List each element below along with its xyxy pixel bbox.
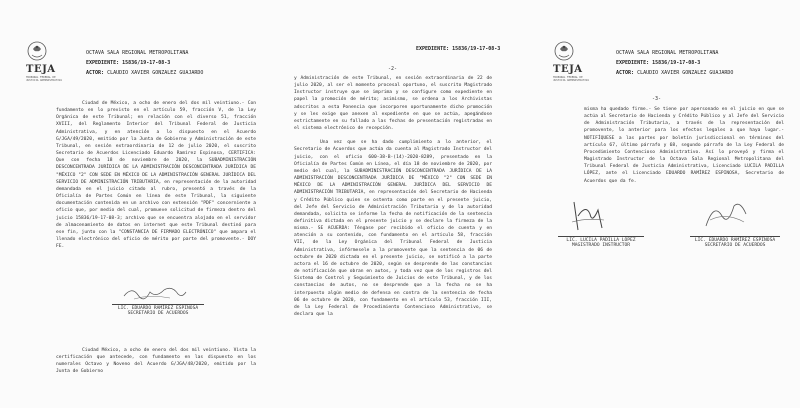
actor-name: CLAUDIO XAVIER GONZALEZ GUAJARDO [107, 70, 204, 76]
expediente-line [616, 60, 700, 66]
document-page-3 [532, 0, 800, 408]
tfja-logo-subtitle: TRIBUNAL FEDERAL DE JUSTICIA ADMINISTRATIVA [26, 76, 62, 82]
certification-text [56, 100, 256, 250]
handwritten-signature-icon [700, 196, 752, 234]
signer-name: LIC. EDUARDO RAMÍREZ ESPINOSA [117, 306, 199, 311]
document-page-2 [270, 0, 532, 408]
expediente-number: 15836/19-17-08-3 [122, 60, 171, 66]
document-page-1 [0, 0, 270, 408]
secretary-signature-block [100, 306, 216, 317]
signer-role: SECRETARIO DE ACUERDOS [704, 243, 766, 249]
actor-name: CLAUDIO XAVIER GONZALEZ GUAJARDO [637, 70, 734, 76]
actor-label: ACTOR: [616, 70, 635, 76]
signature-line [112, 304, 204, 305]
paragraph: misma ha quedado firme.- Se tiene por apersonado en el juicio en que se actúa al Secretario de Hacienda y Crédito Público y al Jefe del Servicio de Administración Tributaria, a través de la representación del promovente, lo anterior para los efectos legales a que haya lugar.- NOTIFÍQUESE a las partes por boletín jurisdiccional en términos del artículo 67, último párrafo y 68, segundo párrafo de la Ley Federal de Procedimiento Contencioso Administrativo. Así lo proveyó y firma el Magistrado Instructor de la Octava Sala Regional Metropolitana del Tribunal Federal de Justicia Administrativa, Licenciado LUCILA PADILLA LÓPEZ, ante el Licenciado EDUARDO RAMÍREZ ESPINOSA, Secretario de Acuerdos que da fe. [584, 107, 784, 184]
actor-line [86, 70, 203, 76]
paragraph: Una vez que se ha dado cumplimiento a lo anterior, el Secretario de Acuerdos que actúa da cuenta al Magistrado Instructor del juicio, con el oficio 600-38-B-(14)-2020-8289, presentado en la Oficialía de Partes Común en Línea, el día 18 de noviembre de 2020, por medio del cual, la SUBADMINISTRACIÓN DESCONCENTRADA JURÍDICA DE LA ADMINISTRACIÓN DESCONCENTRADA JURÍDICA DE "MÉXICO "2" CON SEDE EN MÉXICO DE LA ADMINISTRACIÓN GENERAL JURÍDICA DEL SERVICIO DE ADMINISTRACIÓN TRIBUTARIA, en representación del Secretario de Hacienda y Crédito Público quien se ostenta como parte en el presente juicio, del Jefe del Servicio de Administración Tributaria y de la autoridad demandada, solicita se informe la fecha de notificación de la sentencia definitiva dictada en el presente juicio y se declare la firmeza de la misma.- SE ACUERDA: Téngase por recibido el oficio de cuenta y en atención a su contenido, con fundamento en el artículo 58, fracción VII, de la Ley Orgánica del Tribunal Federal de Justicia Administrativa, infórmesele a la promovente que la sentencia de 06 de octubre de 2020 dictada en el presente juicio, se notificó a la parte actora el 16 de octubre de 2020, según se desprende de las constancias de notificación que obran en autos, y toda vez que de los registros del Sistema de Control y Seguimiento de Juicios de este Tribunal, y de los constancias de autos, no se desprende que a la fecha no se ha interpuesto algún medio de defensa en contra de la sentencia de fecha 06 de octubre de 2020, con fundamento en el artículo 53, fracción III, de la Ley Federal de Procedimiento Contencioso Administrativo, se declara que la [294, 140, 492, 317]
magistrate-signature-block [548, 238, 654, 249]
signature-line [558, 236, 644, 237]
handwritten-signature-icon [120, 282, 190, 304]
paragraph: y Administración de este Tribunal, en sesión extraordinaria de 22 de julio 2020, al ser el momento procesal oportuno, el suscrito Magistrado Instructor instruye que se imprima y se configure como expediente en papel la promoción de mérito; asimismo, se ordena a los Archivistas adscritos a esta Ponencia que incorporen oportunamente dicho promoción y se les exige que anexen al expediente en que se actúa, apegándose estrictamente en su fallado a las fechas de presentación registradas en el sistema electrónico de recepción. [294, 76, 492, 132]
signer-role: MAGISTRADO INSTRUCTOR [571, 243, 631, 249]
secretary-signature-block [678, 238, 792, 249]
expediente-label: EXPEDIENTE: [616, 60, 650, 66]
tfja-logo: TEJA [553, 64, 583, 75]
page-number: -2- [388, 66, 398, 72]
court-name: OCTAVA SALA REGIONAL METROPOLITANA [86, 50, 189, 56]
expediente-label: EXPEDIENTE: [86, 60, 120, 66]
mexico-coat-of-arms-icon [554, 40, 574, 62]
footer-text [56, 347, 256, 376]
expediente-line [416, 46, 500, 52]
actor-line [616, 70, 733, 76]
tfja-logo-subtitle: TRIBUNAL FEDERAL DE JUSTICIA ADMINISTRATIVA [553, 76, 589, 82]
expediente-label: EXPEDIENTE: [416, 46, 450, 52]
expediente-number: 15836/19-17-08-3 [652, 60, 701, 66]
resolution-text [584, 106, 784, 185]
paragraph: Ciudad México, a ocho de enero del dos mil veintiuno. Vista la certificación que antecede, con fundamento en las dispuesto en los numerales Octavo y Noveno del Acuerdo G/JGA/48/2020, emitido por la Junta de Gobierno [56, 348, 256, 375]
court-name: OCTAVA SALA REGIONAL METROPOLITANA [616, 50, 719, 56]
mexico-coat-of-arms-icon [27, 40, 47, 62]
expediente-line [86, 60, 170, 66]
page-number: -3- [652, 96, 662, 102]
signer-name: LIC. LUCILA PADILLA LÓPEZ [566, 238, 636, 243]
paragraph: Ciudad de México, a ocho de enero del dos mil veintiuno.- Con fundamento en lo previsto en el artículo 59, fracción V, de la Ley Orgánica de este Tribunal; en relación con el diverso 51, fracción XVIII, del Reglamento Interior del Tribunal Federal de Justicia Administrativa, y en atención a lo dispuesto en el Acuerdo G/JGA/49/2020, emitido por la Junta de Gobierno y Administración de este Tribunal, en sesión extraordinaria de 12 de julio 2020, el suscrito Secretario de Acuerdos Licenciado Eduardo Ramírez Espinosa, CERTIFICA: Que con fecha 18 de noviembre de 2020, la SUBADMINISTRACIÓN DESCONCENTRADA JURÍDICA DE LA ADMINISTRACIÓN DESCONCENTRADA JURÍDICA DE "MÉXICO "2" CON SEDE EN MÉXICO DE LA ADMINISTRACIÓN GENERAL JURÍDICA DEL SERVICIO DE ADMINISTRACIÓN TRIBUTARIA, en representación de la autoridad demandada en el juicio citado al rubro, presentó a través de la Oficialía de Partes Común en línea de este Tribunal, la siguiente documentación contenida en un archivo con extensión "PDF" concerniente a oficio que, por medio del cual, promueve solicitud de firmeza dentro del juicio 15836/19-17-08-3; archivo que se encuentra alojado en el servidor de almacenamiento de datos en internet que este Tribunal destinó para ese fin, junto con la "CONSTANCIA DE FIRMADO ELECTRÓNICO" que ampara el llenado electrónico del oficio de mérito por parte del promovente.- DOY FE. [56, 101, 256, 250]
resolution-text [294, 75, 492, 318]
signature-line [690, 236, 780, 237]
signer-name: LIC. EDUARDO RAMÍREZ ESPINOSA [694, 238, 776, 243]
signer-role: SECRETARIO DE ACUERDOS [127, 311, 189, 317]
actor-label: ACTOR: [86, 70, 105, 76]
handwritten-signature-icon [568, 198, 608, 234]
tfja-logo: TEJA [26, 64, 56, 75]
expediente-number: 15836/19-17-08-3 [452, 46, 501, 52]
